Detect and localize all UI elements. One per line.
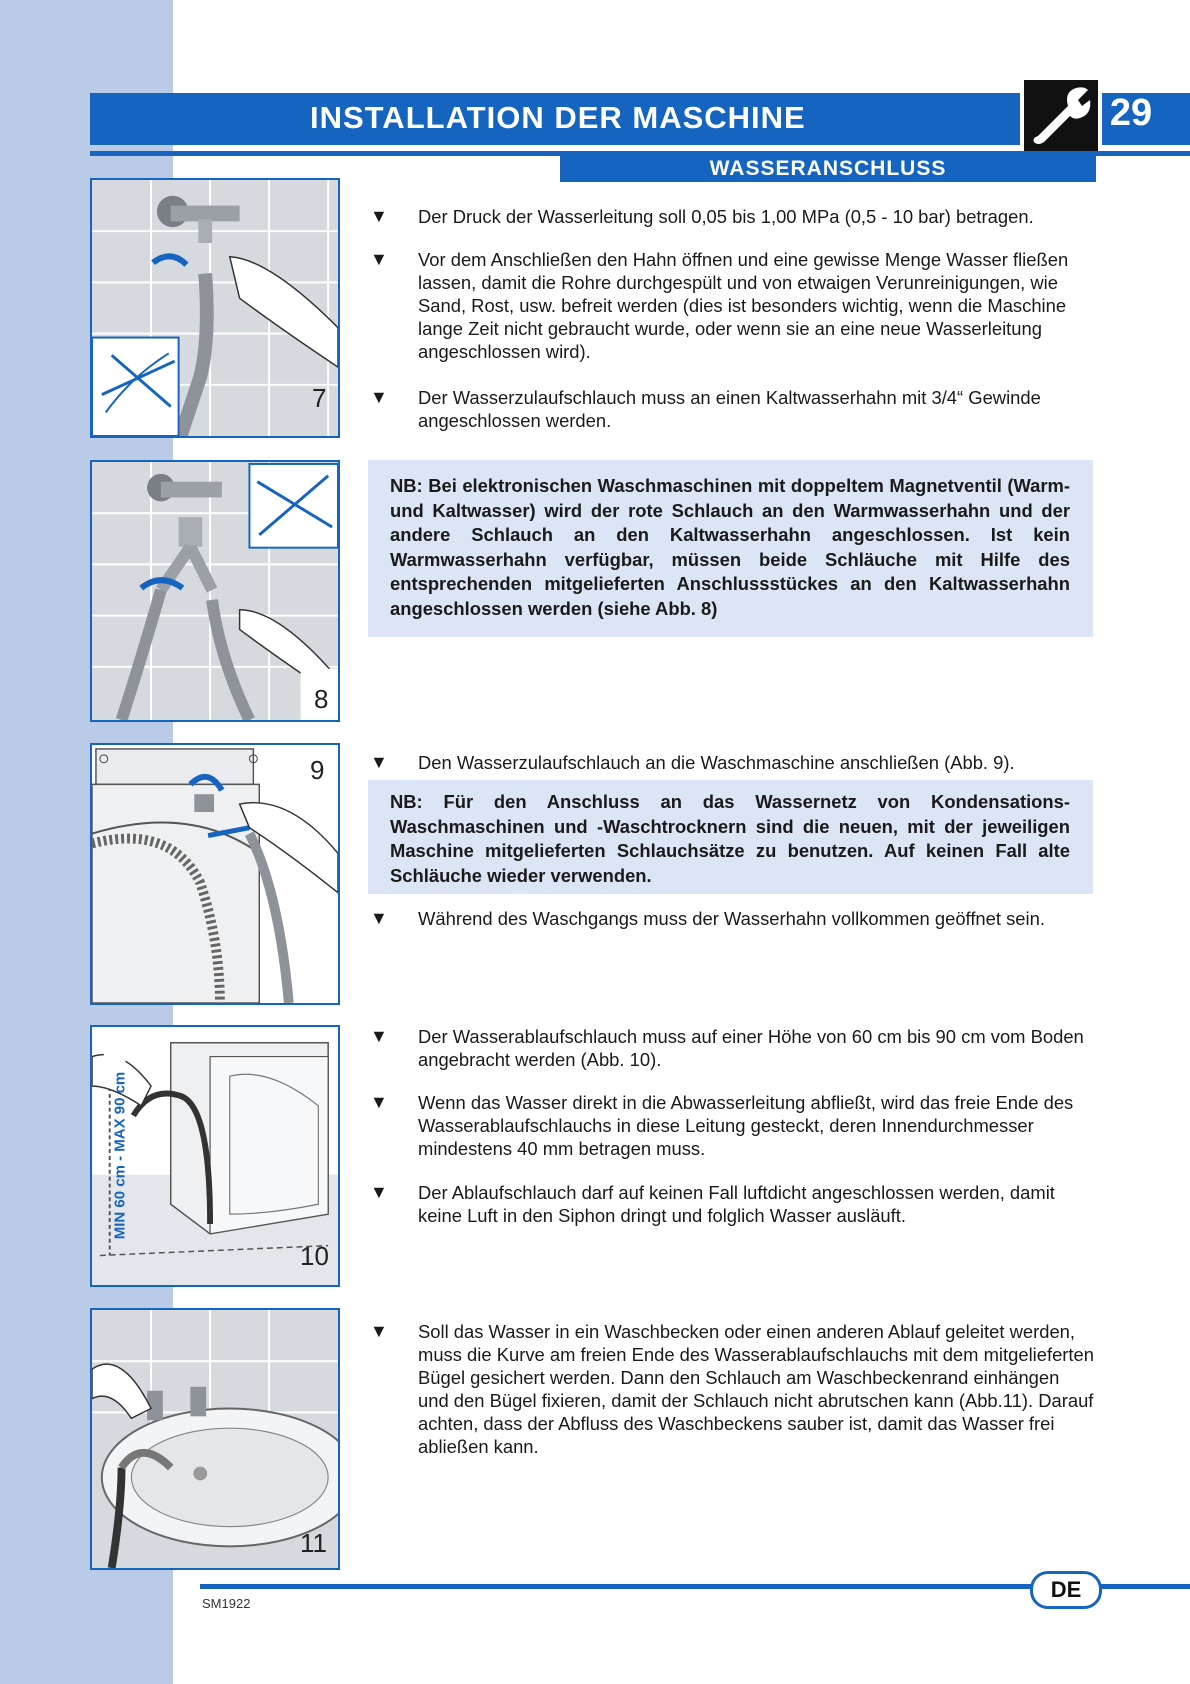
note-box xyxy=(368,780,1093,894)
instruction-item xyxy=(370,907,1095,933)
figure-number: 10 xyxy=(300,1241,329,1271)
note-text: NB: Bei elektronischen Waschmaschinen mit doppeltem Magnetventil (Warm- und Kaltwasser) wird der rote Schlauch an den Warmwasserhahn und der andere Schlauch an den Kaltwasserhahn angeschlossen. Ist kein Warmwasserhahn verfügbar, müssen beide Schläuche mit Hilfe des entsprechenden mitgelieferten Anschlussstückes an den Kaltwasserhahn angeschlossen werden (siehe Abb. 8) xyxy=(390,475,1070,619)
bullet-triangle-icon: ▼ xyxy=(370,387,388,407)
section-subtitle: WASSERANSCHLUSS xyxy=(709,157,947,180)
figure-7-illustration xyxy=(90,178,340,438)
height-range-label: MIN 60 cm - MAX 90 cm xyxy=(111,1071,129,1240)
bullet-triangle-icon: ▼ xyxy=(370,1182,388,1202)
instruction-text: Soll das Wasser in ein Waschbecken oder einen anderen Ablauf geleitet werden, muss die Kurve am freien Ende des Wasserablaufschlauchs mit dem mitgelieferten Bügel gesichert werden. Dann den Schlauch am Waschbeckenrand einhängen und den Bügel fixieren, damit der Schlauch nicht abrutschen kann (Abb.11). Darauf achten, dass der Abfluss des Waschbeckens sauber ist, damit das Wasser frei abließen kann. xyxy=(418,1321,1094,1457)
instruction-item xyxy=(370,751,1095,777)
bullet-triangle-icon: ▼ xyxy=(370,1026,388,1046)
bullet-triangle-icon: ▼ xyxy=(370,1321,388,1341)
bullet-triangle-icon: ▼ xyxy=(370,1092,388,1112)
instruction-item xyxy=(370,205,1095,231)
page-number: 29 xyxy=(1109,92,1153,134)
figure-8-illustration xyxy=(90,460,340,722)
instruction-text: Der Wasserzulaufschlauch muss an einen Kaltwasserhahn mit 3/4“ Gewinde angeschlossen werden. xyxy=(418,387,1041,431)
figure-number: 8 xyxy=(314,684,329,714)
instruction-text: Den Wasserzulaufschlauch an die Waschmaschine anschließen (Abb. 9). xyxy=(418,752,1015,773)
bullet-triangle-icon: ▼ xyxy=(370,752,388,772)
document-code: SM1922 xyxy=(202,1596,251,1611)
bullet-triangle-icon: ▼ xyxy=(370,249,388,269)
instruction-text: Der Druck der Wasserleitung soll 0,05 bis 1,00 MPa (0,5 - 10 bar) betragen. xyxy=(418,206,1034,227)
instruction-item xyxy=(370,1091,1095,1163)
instruction-item xyxy=(370,1181,1095,1231)
page-title: INSTALLATION DER MASCHINE xyxy=(310,100,806,135)
note-box xyxy=(368,460,1093,637)
figure-9-illustration xyxy=(90,743,340,1005)
instruction-item xyxy=(370,386,1095,436)
wrench-icon xyxy=(1024,80,1098,152)
instruction-item xyxy=(370,248,1095,363)
figure-number: 7 xyxy=(312,383,327,413)
instruction-text: Vor dem Anschließen den Hahn öffnen und eine gewisse Menge Wasser fließen lassen, damit die Rohre durchgespült und von etwaigen Verunreinigungen, wie Sand, Rost, usw. befreit werden (dies ist besonders wichtig, wenn die Maschine lange Zeit nicht gebraucht wurde, oder wenn sie an eine neue Wasserleitung angeschlossen wird). xyxy=(418,249,1069,362)
instruction-text: Während des Waschgangs muss der Wasserhahn vollkommen geöffnet sein. xyxy=(418,908,1045,929)
figure-10-illustration xyxy=(90,1025,340,1287)
figure-number: 9 xyxy=(310,755,325,785)
language-badge: DE xyxy=(1030,1571,1102,1609)
instruction-item xyxy=(370,1025,1095,1075)
instruction-item xyxy=(370,1320,1095,1460)
bullet-triangle-icon: ▼ xyxy=(370,206,388,226)
figure-11-illustration xyxy=(90,1308,340,1570)
instruction-text: Der Ablaufschlauch darf auf keinen Fall luftdicht angeschlossen werden, damit keine Luft in den Siphon dringt und folglich Wasser ausläuft. xyxy=(418,1182,1055,1226)
instruction-text: Der Wasserablaufschlauch muss auf einer Höhe von 60 cm bis 90 cm vom Boden angebracht werden (Abb. 10). xyxy=(418,1026,1084,1070)
bullet-triangle-icon: ▼ xyxy=(370,908,388,928)
note-text: NB: Für den Anschluss an das Wassernetz von Kondensations-Waschmaschinen und -Waschtrocknern sind die neuen, mit der jeweiligen Maschine mitgelieferten Schlauchsätze zu benutzen. Auf keinen Fall alte Schläuche wieder verwenden. xyxy=(390,791,1070,886)
instruction-text: Wenn das Wasser direkt in die Abwasserleitung abfließt, wird das freie Ende des Wasserablaufschlauchs in diese Leitung gesteckt, deren Innendurchmesser mindestens 40 mm betragen muss. xyxy=(418,1092,1074,1159)
figure-number: 11 xyxy=(300,1528,327,1558)
